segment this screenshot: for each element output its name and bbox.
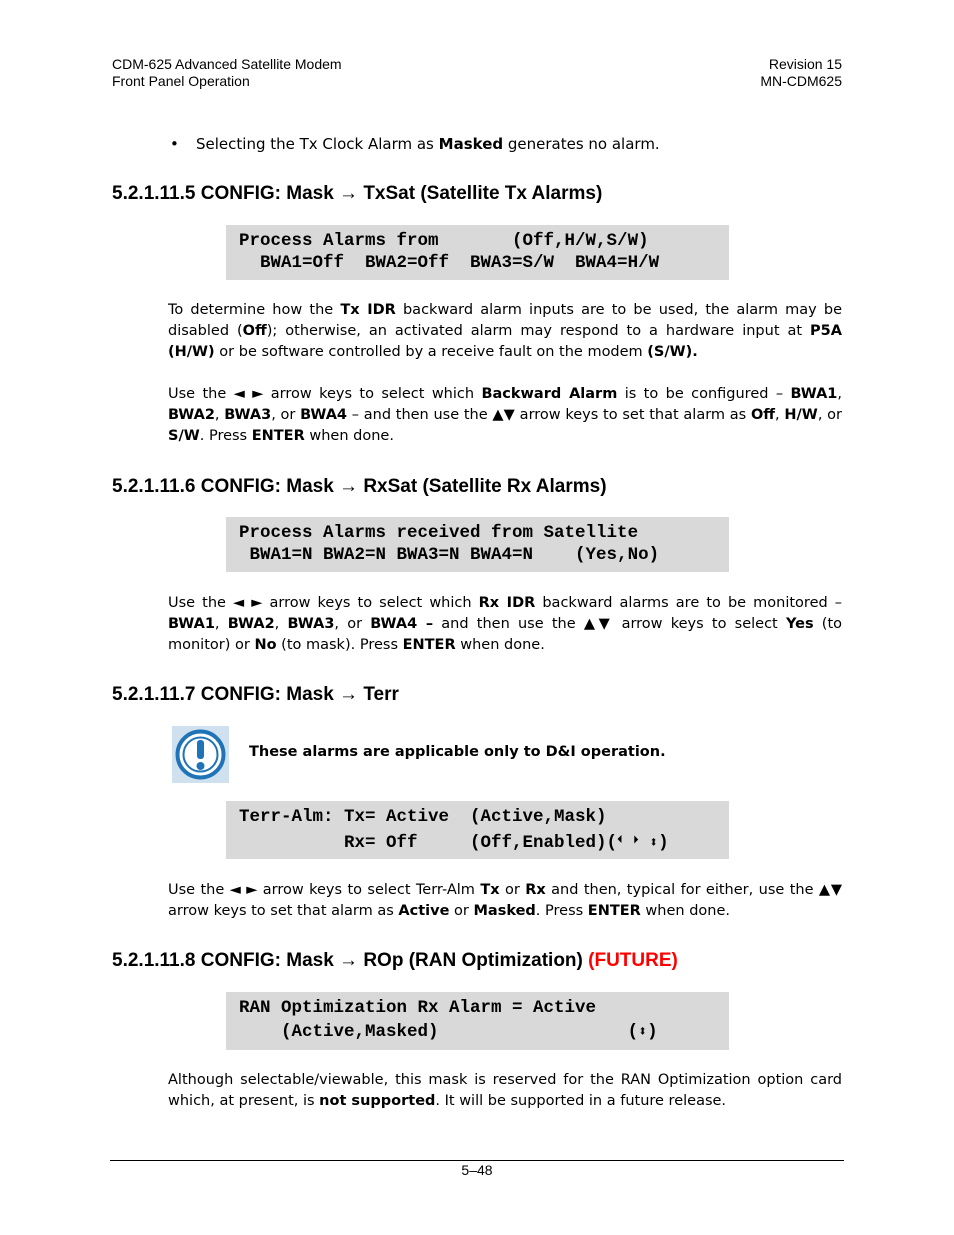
lcd-line-2: BWA1=Off BWA2=Off BWA3=S/W BWA4=H/W (239, 253, 660, 273)
lcd-display-txsat (226, 225, 729, 280)
bullet-text: Selecting the Tx Clock Alarm as Masked generates no alarm. (196, 135, 660, 153)
paragraph-txsat-usage: Use the ◄ ► arrow keys to select which Backward Alarm is to be configured – BWA1, BWA2, BWA3, or BWA4 – and then use the ▲▼ arrow keys to set that alarm as Off, H/W, or S/W. Press ENTER when done. (168, 386, 843, 444)
important-note-icon (172, 726, 229, 783)
important-note-text: These alarms are applicable only to D&I operation. (249, 744, 666, 760)
up-down-arrow-icon: ⬍ (649, 835, 659, 852)
page-number: 5–48 (461, 1162, 493, 1178)
lcd-line-2: BWA1=N BWA2=N BWA3=N BWA4=N (Yes,No) (239, 545, 660, 565)
paragraph-rop-note: Although selectable/viewable, this mask is reserved for the RAN Optimization option card which, at present, is not supported. It will be supported in a future release. (168, 1072, 842, 1109)
section-heading-rxsat: 5.2.1.11.6 CONFIG: Mask → RxSat (Satellite Rx Alarms) (112, 476, 607, 497)
lcd-line-1: Process Alarms received from Satellite (239, 523, 639, 543)
section-heading-txsat: 5.2.1.11.5 CONFIG: Mask → TxSat (Satellite Tx Alarms) (112, 183, 603, 204)
doc-chapter: Front Panel Operation (112, 73, 250, 89)
lcd-line-1: RAN Optimization Rx Alarm = Active (239, 998, 597, 1018)
page-header-left (112, 56, 342, 90)
footer-divider (110, 1160, 844, 1161)
lcd-display-rxsat (226, 517, 729, 572)
page-header-right (760, 56, 842, 90)
future-label: (FUTURE) (588, 950, 678, 971)
paragraph-terr-usage: Use the ◄ ► arrow keys to select Terr-Alm Tx or Rx and then, typical for either, use the ▲▼ arrow keys to set that alarm as Active or Masked. Press ENTER when done. (168, 882, 842, 919)
lcd-line-1: Process Alarms from (Off,H/W,S/W) (239, 231, 649, 251)
lcd-display-terr (226, 801, 729, 859)
lcd-line-2: Rx= Off (Off,Enabled)(⏴ ⏵ ⬍) (239, 829, 729, 856)
doc-title: CDM-625 Advanced Satellite Modem (112, 56, 342, 72)
doc-revision: Revision 15 (768, 56, 842, 72)
paragraph-txsat-intro: To determine how the Tx IDR backward alarm inputs are to be used, the alarm may be disabled (Off); otherwise, an activated alarm may respond to a hardware input at P5A (H/W) or be software controlled by a receive fault on the modem (S/W). (168, 302, 842, 360)
doc-number: MN-CDM625 (760, 73, 842, 89)
lcd-line-2: (Active,Masked) (⬍) (239, 1020, 729, 1045)
left-arrow-icon: ⏴ (617, 835, 623, 847)
bullet-dot: • (170, 135, 179, 153)
section-heading-terr: 5.2.1.11.7 CONFIG: Mask → Terr (112, 684, 399, 705)
lcd-display-rop (226, 992, 729, 1050)
right-arrow-icon: ⏵ (633, 835, 639, 847)
paragraph-rxsat-usage: Use the ◄ ► arrow keys to select which Rx IDR backward alarms are to be monitored – BWA1, BWA2, BWA3, or BWA4 – and then use the ▲▼ arrow keys to select Yes (to monitor) or No (to mask). Press ENTER when done. (168, 595, 843, 653)
section-heading-rop: 5.2.1.11.8 CONFIG: Mask → ROp (RAN Optimization) (FUTURE) (112, 950, 678, 971)
lcd-line-1: Terr-Alm: Tx= Active (Active,Mask) (239, 807, 607, 827)
up-down-arrow-icon: ⬍ (638, 1024, 648, 1041)
